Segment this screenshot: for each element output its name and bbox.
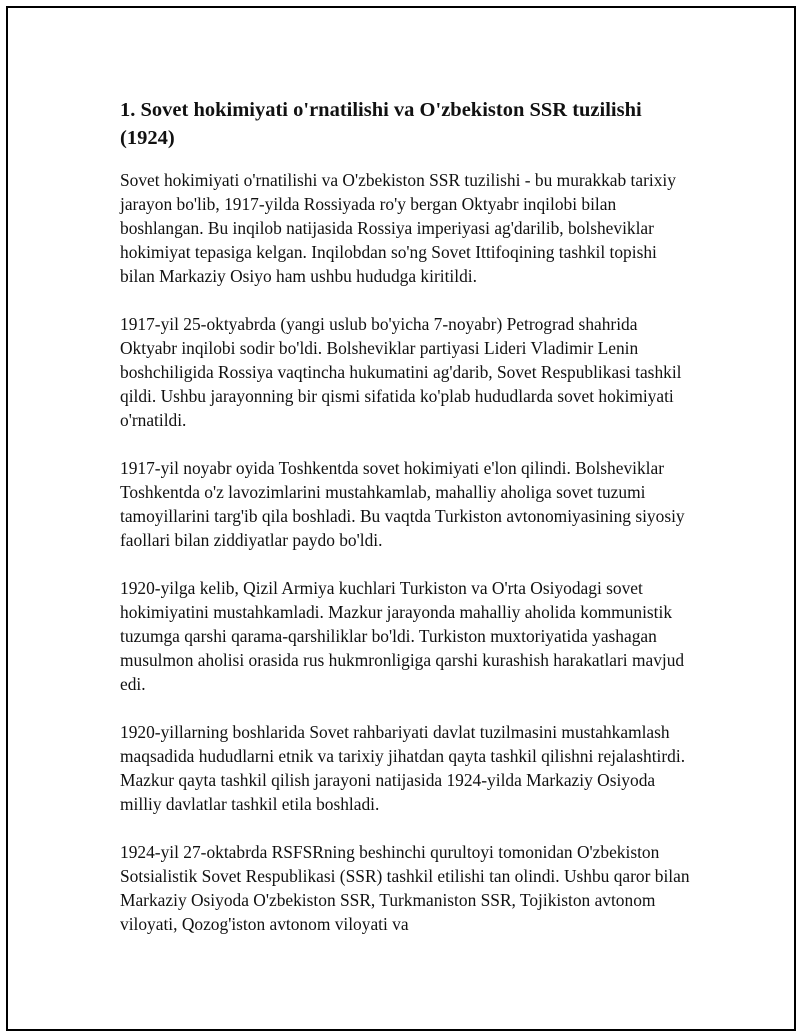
document-body <box>120 96 690 960</box>
paragraph-5: 1920-yillarning boshlarida Sovet rahbariyati davlat tuzilmasini mustahkamlash maqsadida hududlarni etnik va tarixiy jihatdan qayta tashkil qilishni rejalashtirdi. Mazkur qayta tashkil qilish jarayoni natijasida 1924-yilda Markaziy Osiyoda milliy davlatlar tashkil etila boshladi. <box>120 722 686 814</box>
paragraph-1: Sovet hokimiyati o'rnatilishi va O'zbekiston SSR tuzilishi - bu murakkab tarixiy jarayon bo'lib, 1917-yilda Rossiyada ro'y bergan Oktyabr inqilobi bilan boshlangan. Bu inqilob natijasida Rossiya imperiyasi ag'darilib, bolsheviklar hokimiyat tepasiga kelgan. Inqilobdan so'ng Sovet Ittifoqining tashkil topishi bilan Markaziy Osiyo ham ushbu hududga kiritildi. <box>120 170 676 286</box>
paragraph-2: 1917-yil 25-oktyabrda (yangi uslub bo'yicha 7-noyabr) Petrograd shahrida Oktyabr inqilobi sodir bo'ldi. Bolsheviklar partiyasi Lideri Vladimir Lenin boshchiligida Rossiya vaqtincha hukumatini ag'darib, Sovet Respublikasi tashkil qildi. Ushbu jarayonning bir qismi sifatida ko'plab hududlarda sovet hokimiyati o'rnatildi. <box>120 314 682 430</box>
document-title: 1. Sovet hokimiyati o'rnatilishi va O'zbekiston SSR tuzilishi (1924) <box>120 99 642 149</box>
paragraph-6: 1924-yil 27-oktabrda RSFSRning beshinchi qurultoyi tomonidan O'zbekiston Sotsialistik Sovet Respublikasi (SSR) tashkil etilishi tan olindi. Ushbu qaror bilan Markaziy Osiyoda O'zbekiston SSR, Turkmaniston SSR, Tojikiston avtonom viloyati, Qozog'iston avtonom viloyati va <box>120 842 690 934</box>
paragraph-3: 1917-yil noyabr oyida Toshkentda sovet hokimiyati e'lon qilindi. Bolsheviklar Toshkentda o'z lavozimlarini mustahkamlab, mahalliy aholiga sovet tuzumi tamoyillarini targ'ib qila boshladi. Bu vaqtda Turkiston avtonomiyasining siyosiy faollari bilan ziddiyatlar paydo bo'ldi. <box>120 458 685 550</box>
page-frame <box>6 6 796 1031</box>
paragraph-4: 1920-yilga kelib, Qizil Armiya kuchlari Turkiston va O'rta Osiyodagi sovet hokimiyatini mustahkamladi. Mazkur jarayonda mahalliy aholida kommunistik tuzumga qarshi qarama-qarshiliklar bo'ldi. Turkiston muxtoriyatida yashagan musulmon aholisi orasida rus hukmronligiga qarshi kurashish harakatlari mavjud edi. <box>120 578 685 694</box>
